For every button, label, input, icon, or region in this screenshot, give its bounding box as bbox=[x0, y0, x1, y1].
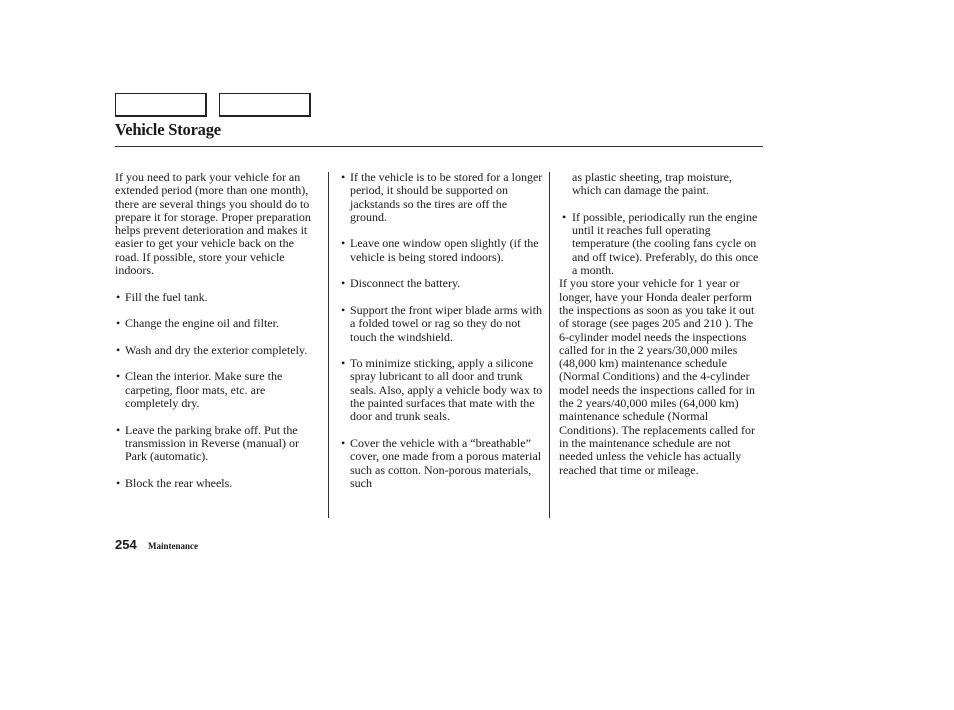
bullet-item bbox=[115, 291, 320, 304]
nav-tab-right[interactable] bbox=[219, 93, 311, 117]
bullet-icon: • bbox=[562, 209, 567, 224]
bullet-item bbox=[559, 211, 764, 277]
bullet-icon: • bbox=[341, 236, 346, 251]
bullet-text: Clean the interior. Make sure the carpeting, floor mats, etc. are completely dry. bbox=[125, 369, 283, 411]
bullet-icon: • bbox=[341, 276, 346, 291]
bullet-text: To minimize sticking, apply a silicone spray lubricant to all door and trunk seals. Also, apply a vehicle body wax to the painted surfaces that mate with the door and trunk seals. bbox=[350, 356, 543, 424]
bullet-icon: • bbox=[116, 316, 121, 331]
bullet-text: Block the rear wheels. bbox=[125, 475, 233, 490]
bullet-text: Leave one window open slightly (if the vehicle is being stored indoors). bbox=[350, 236, 539, 264]
column-divider-1 bbox=[328, 172, 329, 518]
bullet-icon: • bbox=[341, 170, 346, 184]
closing-paragraph: If you store your vehicle for 1 year or longer, have your Honda dealer perform the inspections as soon as you take it out of storage (see pages 205 and 210 ). The 6-cylinder model needs the inspections called for in the 2 years/30,000 miles (48,000 km) maintenance schedule (Normal Conditions) and the 4-cylinder model needs the inspections called for in the 2 years/40,000 miles (64,000 km) maintenance schedule (Normal Conditions). The replacements called for in the maintenance schedule are not needed unless the vehicle has actually reached that time or mileage. bbox=[559, 276, 756, 477]
bullet-text: Change the engine oil and filter. bbox=[125, 316, 279, 331]
bullet-item bbox=[115, 317, 320, 330]
column-1 bbox=[115, 171, 320, 490]
bullet-text: Disconnect the battery. bbox=[350, 276, 461, 291]
section-name: Maintenance bbox=[148, 541, 198, 551]
bullet-icon: • bbox=[341, 435, 346, 450]
bullet-icon: • bbox=[116, 289, 121, 304]
column-divider-2 bbox=[549, 172, 550, 518]
bullet-icon: • bbox=[116, 422, 121, 437]
bullet-item bbox=[340, 171, 545, 224]
column-2 bbox=[340, 171, 545, 490]
bullet-text: Cover the vehicle with a “breathable” cover, one made from a porous material such as cotton. Non-porous materials, such bbox=[350, 435, 542, 490]
bullet-item bbox=[340, 237, 545, 264]
bullet-item bbox=[340, 437, 545, 490]
bullet-icon: • bbox=[116, 369, 121, 384]
title-rule bbox=[115, 146, 763, 147]
bullet-item bbox=[340, 304, 545, 344]
bullet-text: Fill the fuel tank. bbox=[125, 289, 208, 304]
bullet-item bbox=[115, 424, 320, 464]
bullet-text: as plastic sheeting, trap moisture, which can damage the paint. bbox=[572, 170, 732, 198]
bullet-item bbox=[115, 370, 320, 410]
bullet-text: Support the front wiper blade arms with a folded towel or rag so they do not touch the windshield. bbox=[350, 302, 542, 344]
intro-paragraph: If you need to park your vehicle for an extended period (more than one month), there are several things you should do to prepare it for storage. Proper preparation helps prevent deterioration and makes it easier to get your vehicle back on the road. If possible, store your vehicle indoors. bbox=[115, 170, 311, 278]
continued-bullet-text bbox=[559, 171, 764, 198]
column-3 bbox=[559, 171, 764, 477]
bullet-item bbox=[340, 357, 545, 423]
nav-tab-left[interactable] bbox=[115, 93, 207, 117]
bullet-icon: • bbox=[341, 302, 346, 317]
bullet-text: If the vehicle is to be stored for a longer period, it should be supported on jackstands so the tires are off the ground. bbox=[350, 170, 543, 224]
page-number: 254 bbox=[115, 537, 137, 552]
bullet-text: Leave the parking brake off. Put the transmission in Reverse (manual) or Park (automatic). bbox=[125, 422, 299, 464]
bullet-item bbox=[340, 277, 545, 290]
bullet-icon: • bbox=[341, 356, 346, 371]
bullet-item bbox=[115, 477, 320, 490]
bullet-text: If possible, periodically run the engine until it reaches full operating temperature (the cooling fans cycle on and off twice). Preferably, do this once a month. bbox=[572, 209, 759, 278]
bullet-icon: • bbox=[116, 475, 121, 490]
bullet-item bbox=[115, 344, 320, 357]
page-title: Vehicle Storage bbox=[115, 120, 221, 139]
bullet-icon: • bbox=[116, 342, 121, 357]
bullet-text: Wash and dry the exterior completely. bbox=[125, 342, 308, 357]
